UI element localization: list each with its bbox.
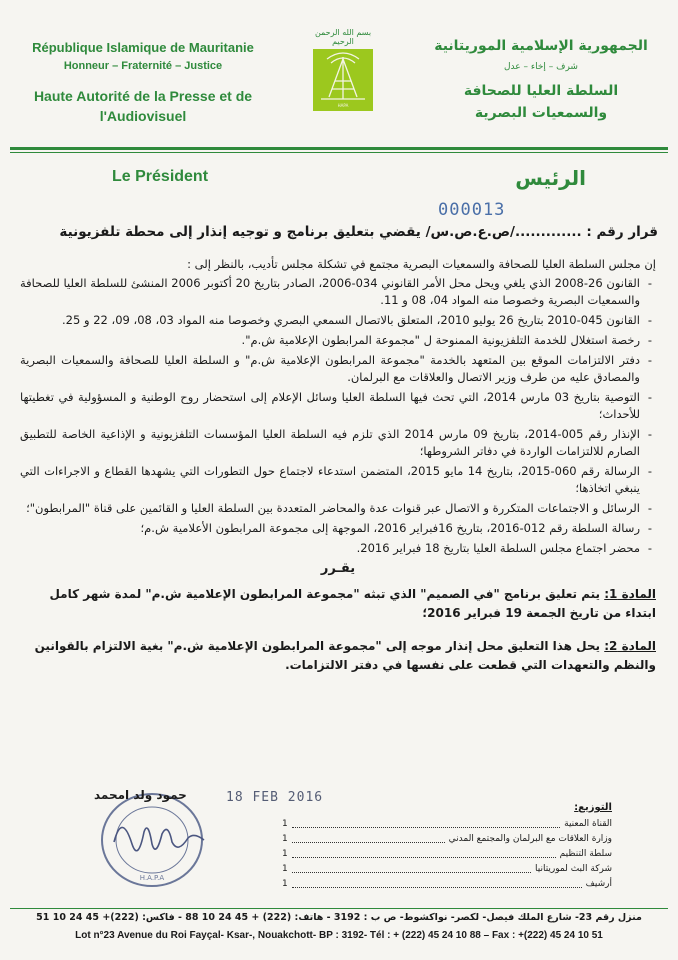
- footer-address-fr: Lot n°23 Avenue du Roi Fayçal- Ksar-, Nouakchott- BP : 3192- Tél : + (222) 45 24 10 88 – Fax : +(222) 45 24 10 51: [75, 930, 603, 941]
- footer-address-ar: منزل رقم 23- شارع الملك فيصل- لكصر- نواكشوط- ص ب : 3192 - هاتف: (222) + 45 24 10 88 - فاكس: (222)+ 45 24 10 51: [36, 912, 642, 923]
- distribution-count: 1: [282, 879, 288, 889]
- decision-title: قرار رقم : ............./ص.ع.ص.س/ يقضي بتعليق برنامج و توجيه إنذار إلى محطة تلفزيونية: [59, 224, 658, 240]
- date-stamp: 18 FEB 2016: [226, 790, 324, 805]
- signature-scribble-icon: [114, 827, 204, 850]
- basmala: بسم الله الرحمن الرحيم: [314, 28, 372, 46]
- distribution-label: أرشيف: [585, 879, 612, 889]
- distribution-label: القناة المعنية: [564, 819, 612, 829]
- list-item: - القانون 045-2010 بتاريخ 26 يوليو 2010، المتعلق بالاتصال السمعي البصري وخصوصا منه المواد 03، 08، 09، 22 و 25.: [20, 312, 640, 329]
- authority-name-fr: Haute Autorité de la Presse et de l'Audiovisuel: [33, 88, 253, 124]
- svg-text:HAPA: HAPA: [337, 103, 349, 108]
- article-2: [20, 637, 656, 675]
- considerations-list: [20, 275, 656, 557]
- article-1-text: يتم تعليق برنامج "في الصميم" الذي تبثه "مجموعة المرابطون الإعلامية ش.م" لمدة شهر كامل ابتداء من تاريخ الجمعة 19 فبراير 2016؛: [49, 587, 656, 620]
- signer-name: حمود ولد امحمد: [94, 788, 187, 802]
- header-divider-thin: [10, 152, 668, 153]
- antenna-icon: [313, 49, 373, 111]
- header-divider: [10, 147, 668, 150]
- motto-ar: شرف – إخاء – عدل: [504, 62, 578, 72]
- distribution-count: 1: [282, 864, 288, 874]
- distribution-count: 1: [282, 819, 288, 829]
- motto-fr: Honneur – Fraternité – Justice: [63, 60, 223, 72]
- list-item: - الإنذار رقم 005-2014، بتاريخ 09 مارس 2014 الذي تلزم فيه السلطة العليا المؤسسات التلفزيونية و الإذاعية الخاصة للتطبيق الصارم للالتزامات الواردة في دفاتر الشروطها؛: [20, 426, 640, 460]
- article-1: [20, 585, 656, 623]
- dotted-leader: [292, 817, 560, 828]
- decision-number-stamp: 000013: [438, 200, 506, 220]
- distribution-label: شركة البث لموريتانيا: [534, 864, 612, 874]
- distribution-row: [282, 832, 612, 847]
- list-item: - الرسالة رقم 060-2015، بتاريخ 14 مايو 2015، المتضمن استدعاء لاجتماع حول التطورات التي يشهدها القطاع و الاجراءات التي ينبغي اتخاذها؛: [20, 463, 640, 497]
- distribution-row: [282, 847, 612, 862]
- dotted-leader: [292, 862, 531, 873]
- decree-heading: يقـرر: [320, 561, 356, 576]
- distribution-row: [282, 817, 612, 832]
- article-2-label: المادة 2:: [604, 639, 656, 653]
- distribution-count: 1: [282, 834, 288, 844]
- distribution-list: [282, 800, 612, 892]
- authority-name-ar: السلطة العليا للصحافة والسمعيات البصرية: [463, 83, 619, 121]
- dotted-leader: [292, 832, 445, 843]
- list-item: - الرسائل و الاجتماعات المتكررة و الاتصال عبر قنوات عدة والمحاضر المتعددة بين السلطة العليا و القائمين على قناة "المرابطون"؛: [20, 500, 640, 517]
- list-item: - دفتر الالتزامات الموقع بين المتعهد بالخدمة "مجموعة المرابطون الإعلامية ش.م" و السلطة العليا للصحافة والسمعيات البصرية والمصادق عليه من طرف وزير الاتصال والعلاقات مع البرلمان.: [20, 352, 640, 386]
- president-title-fr: Le Président: [112, 168, 209, 185]
- distribution-row: [282, 877, 612, 892]
- distribution-row: [282, 862, 612, 877]
- authority-logo: [304, 28, 382, 111]
- distribution-label: وزارة العلاقات مع البرلمان والمجتمع المدني: [448, 834, 612, 844]
- decision-body: [20, 256, 656, 689]
- distribution-label: سلطة التنظيم: [559, 849, 612, 859]
- list-item: - رسالة السلطة رقم 012-2016، بتاريخ 16فبراير 2016، الموجهة إلى مجموعة المرابطون الأعلامية ش.م؛: [20, 520, 640, 537]
- president-title-ar: الرئيس: [515, 166, 586, 190]
- seal-text: H.A.P.A: [139, 874, 165, 882]
- country-name-fr: République Islamique de Mauritanie: [32, 40, 254, 55]
- preamble-intro: إن مجلس السلطة العليا للصحافة والسمعيات البصرية مجتمع في تشكلة مجلس تأديب، بالنظر إلى :: [187, 257, 656, 271]
- country-name-ar: الجمهورية الإسلامية الموريتانية: [434, 38, 648, 54]
- list-item: - رخصة استغلال للخدمة التلفزيونية الممنوحة ل "مجموعة المرابطون الإعلامية ش.م".: [20, 332, 640, 349]
- list-item: - محضر اجتماع مجلس السلطة العليا بتاريخ 18 فبراير 2016.: [20, 540, 640, 557]
- header-arabic: [426, 38, 656, 124]
- list-item: - التوصية بتاريخ 03 مارس 2014، التي تحث فيها السلطة العليا وسائل الإعلام إلى استحضار روح الوطنية و المسؤولية في تغطيتها للأحداث؛: [20, 389, 640, 423]
- dotted-leader: [292, 877, 582, 888]
- dotted-leader: [292, 847, 556, 858]
- distribution-count: 1: [282, 849, 288, 859]
- article-2-text: يحل هذا التعليق محل إنذار موجه إلى "مجموعة المرابطون الإعلامية ش.م" بغية الالتزام بالقوانين والنظم والتعهدات التي قطعت على نفسها في دفتر الالتزامات.: [34, 639, 656, 672]
- distribution-heading: التوزيع:: [574, 802, 612, 813]
- header-french: [18, 40, 268, 126]
- logo-emblem: [313, 49, 373, 111]
- list-item: - القانون 26-2008 الذي يلغي ويحل محل الأمر القانوني 034-2006، الصادر بتاريخ 20 أكتوبر 2006 المنشئ للسلطة العليا للصحافة والسمعيات البصرية وخصوصا منه المواد 04، 08 و 11.: [20, 275, 640, 309]
- article-1-label: المادة 1:: [604, 587, 656, 601]
- footer-divider: [10, 908, 668, 909]
